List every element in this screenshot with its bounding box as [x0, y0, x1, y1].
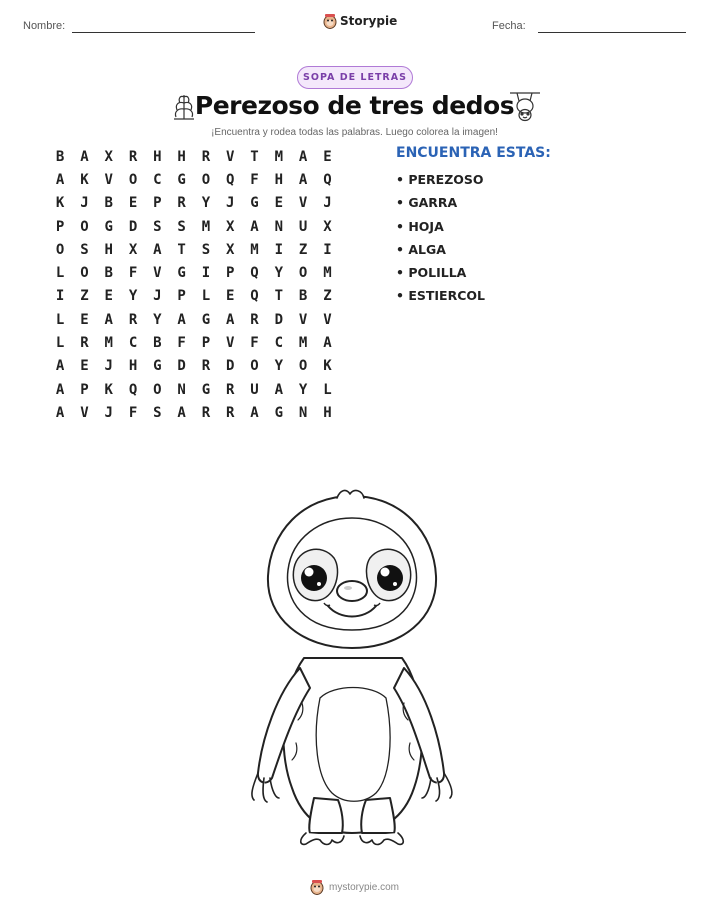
grid-cell[interactable]: O	[128, 171, 138, 188]
grid-cell[interactable]: E	[226, 288, 235, 305]
footer-site: mystorypie.com	[328, 881, 399, 893]
grid-cell[interactable]: P	[153, 195, 162, 212]
grid-row	[48, 238, 340, 261]
grid-cell[interactable]: A	[55, 171, 65, 188]
grid-cell[interactable]: Q	[250, 288, 259, 305]
grid-cell[interactable]: G	[177, 171, 186, 188]
grid-cell[interactable]: F	[128, 404, 138, 421]
grid-cell[interactable]: Y	[201, 195, 211, 212]
grid-cell[interactable]: A	[177, 404, 186, 421]
grid-cell[interactable]: B	[104, 265, 113, 282]
instructions: ¡Encuentra y rodea todas las palabras. Luego colorea la imagen!	[211, 127, 498, 138]
word-list-item: • GARRA	[396, 195, 458, 211]
grid-cell[interactable]: T	[274, 288, 284, 305]
grid-cell[interactable]: I	[55, 288, 65, 305]
grid-cell[interactable]: R	[226, 381, 235, 398]
grid-cell[interactable]: H	[153, 148, 162, 165]
grid-cell[interactable]: H	[323, 404, 332, 421]
grid-cell[interactable]: L	[55, 265, 65, 282]
grid-cell[interactable]: X	[104, 148, 113, 165]
grid-cell[interactable]: X	[128, 241, 138, 258]
grid-row	[48, 192, 340, 215]
grid-cell[interactable]: N	[177, 381, 186, 398]
grid-cell[interactable]: G	[153, 358, 162, 375]
grid-cell[interactable]: Q	[250, 265, 259, 282]
grid-cell[interactable]: J	[323, 195, 332, 212]
grid-cell[interactable]: K	[323, 358, 332, 375]
grid-cell[interactable]: D	[177, 358, 186, 375]
grid-cell[interactable]: M	[104, 335, 113, 352]
grid-cell[interactable]: M	[274, 148, 284, 165]
grid-cell[interactable]: L	[55, 335, 65, 352]
grid-cell[interactable]: Z	[298, 241, 308, 258]
brand-name: Storypie	[340, 14, 398, 28]
grid-cell[interactable]: R	[201, 358, 211, 375]
grid-cell[interactable]: Q	[128, 381, 138, 398]
grid-cell[interactable]: E	[80, 358, 89, 375]
grid-cell[interactable]: O	[298, 265, 308, 282]
sloth-illustration	[232, 488, 472, 858]
grid-cell[interactable]: F	[177, 335, 186, 352]
grid-cell[interactable]: B	[153, 335, 162, 352]
grid-cell[interactable]: X	[323, 218, 332, 235]
grid-row	[48, 401, 340, 424]
storypie-logo-icon	[323, 13, 337, 29]
grid-cell[interactable]: D	[274, 311, 284, 328]
grid-row	[48, 331, 340, 354]
grid-cell[interactable]: P	[201, 335, 211, 352]
grid-cell[interactable]: A	[55, 404, 65, 421]
grid-cell[interactable]: O	[80, 218, 89, 235]
grid-cell[interactable]: Y	[274, 358, 284, 375]
word-list-item: • ALGA	[396, 241, 446, 257]
grid-cell[interactable]: K	[55, 195, 65, 212]
grid-cell[interactable]: M	[298, 335, 308, 352]
grid-cell[interactable]: T	[177, 241, 186, 258]
grid-cell[interactable]: Z	[323, 288, 332, 305]
word-list-item: • HOJA	[396, 218, 444, 234]
grid-cell[interactable]: E	[128, 195, 138, 212]
grid-row	[48, 168, 340, 191]
grid-cell[interactable]: N	[274, 218, 284, 235]
grid-cell[interactable]: V	[323, 311, 332, 328]
name-line[interactable]	[72, 32, 255, 33]
grid-cell[interactable]: A	[274, 381, 284, 398]
grid-cell[interactable]: S	[153, 404, 162, 421]
grid-row	[48, 285, 340, 308]
word-search-grid[interactable]	[48, 145, 340, 425]
grid-cell[interactable]: F	[128, 265, 138, 282]
grid-cell[interactable]: A	[250, 218, 259, 235]
grid-cell[interactable]: F	[250, 335, 259, 352]
grid-cell[interactable]: S	[153, 218, 162, 235]
grid-cell[interactable]: S	[177, 218, 186, 235]
grid-cell[interactable]: B	[298, 288, 308, 305]
grid-cell[interactable]: J	[104, 404, 113, 421]
grid-cell[interactable]: C	[274, 335, 284, 352]
grid-cell[interactable]: U	[250, 381, 259, 398]
grid-cell[interactable]: P	[55, 218, 65, 235]
grid-cell[interactable]: C	[128, 335, 138, 352]
grid-cell[interactable]: P	[177, 288, 186, 305]
grid-cell[interactable]: H	[104, 241, 113, 258]
grid-cell[interactable]: J	[226, 195, 235, 212]
grid-cell[interactable]: N	[298, 404, 308, 421]
name-label: Nombre:	[23, 20, 66, 32]
grid-cell[interactable]: J	[104, 358, 113, 375]
word-list-item: • ESTIERCOL	[396, 288, 485, 304]
grid-cell[interactable]: O	[55, 241, 65, 258]
grid-cell[interactable]: O	[250, 358, 259, 375]
grid-cell[interactable]: J	[153, 288, 162, 305]
grid-row	[48, 261, 340, 284]
grid-cell[interactable]: V	[298, 311, 308, 328]
grid-cell[interactable]: C	[153, 171, 162, 188]
grid-cell[interactable]: T	[250, 148, 259, 165]
grid-cell[interactable]: A	[177, 311, 186, 328]
grid-cell[interactable]: J	[80, 195, 89, 212]
grid-cell[interactable]: M	[323, 265, 332, 282]
grid-cell[interactable]: O	[201, 171, 211, 188]
grid-cell[interactable]: L	[55, 311, 65, 328]
grid-cell[interactable]: A	[250, 404, 259, 421]
grid-cell[interactable]: V	[80, 404, 89, 421]
grid-cell[interactable]: D	[226, 358, 235, 375]
word-list-heading: ENCUENTRA ESTAS:	[396, 145, 551, 161]
grid-cell[interactable]: A	[104, 311, 113, 328]
grid-cell[interactable]: B	[104, 195, 113, 212]
grid-cell[interactable]: O	[80, 265, 89, 282]
grid-cell[interactable]: Q	[226, 171, 235, 188]
grid-cell[interactable]: V	[226, 148, 235, 165]
word-list-item: • PEREZOSO	[396, 172, 484, 187]
grid-cell[interactable]: V	[298, 195, 308, 212]
grid-cell[interactable]: L	[323, 381, 332, 398]
grid-cell[interactable]: R	[226, 404, 235, 421]
grid-cell[interactable]: S	[80, 241, 89, 258]
grid-cell[interactable]: G	[201, 381, 211, 398]
date-label: Fecha:	[492, 20, 526, 32]
grid-row	[48, 355, 340, 378]
grid-cell[interactable]: V	[104, 171, 113, 188]
grid-cell[interactable]: Y	[298, 381, 308, 398]
grid-cell[interactable]: H	[177, 148, 186, 165]
grid-cell[interactable]: A	[323, 335, 332, 352]
grid-cell[interactable]: A	[226, 311, 235, 328]
grid-cell[interactable]: Q	[323, 171, 332, 188]
grid-cell[interactable]: A	[55, 358, 65, 375]
grid-cell[interactable]: O	[153, 381, 162, 398]
grid-cell[interactable]: R	[128, 311, 138, 328]
page-title: Perezoso de tres dedos	[194, 91, 515, 120]
grid-cell[interactable]: X	[226, 218, 235, 235]
grid-cell[interactable]: G	[177, 265, 186, 282]
grid-cell[interactable]: P	[80, 381, 89, 398]
grid-cell[interactable]: G	[250, 195, 259, 212]
grid-cell[interactable]: K	[80, 171, 89, 188]
grid-cell[interactable]: I	[323, 241, 332, 258]
hanging-sloth-icon	[508, 89, 542, 123]
grid-cell[interactable]: V	[153, 265, 162, 282]
grid-cell[interactable]: E	[80, 311, 89, 328]
grid-cell[interactable]: X	[226, 241, 235, 258]
brand-logo	[323, 13, 397, 29]
worksheet-type-badge: SOPA DE LETRAS	[297, 66, 413, 89]
grid-row	[48, 215, 340, 238]
grid-row	[48, 378, 340, 401]
grid-cell[interactable]: M	[250, 241, 259, 258]
grid-cell[interactable]: U	[298, 218, 308, 235]
grid-cell[interactable]: B	[55, 148, 65, 165]
grid-cell[interactable]: A	[298, 171, 308, 188]
grid-cell[interactable]: M	[201, 218, 211, 235]
grid-row	[48, 308, 340, 331]
grid-cell[interactable]: R	[201, 404, 211, 421]
grid-cell[interactable]: Y	[153, 311, 162, 328]
grid-cell[interactable]: H	[274, 171, 284, 188]
grid-cell[interactable]: L	[201, 288, 211, 305]
grid-cell[interactable]: Z	[80, 288, 89, 305]
grid-cell[interactable]: A	[80, 148, 89, 165]
grid-cell[interactable]: G	[274, 404, 284, 421]
grid-cell[interactable]: G	[104, 218, 113, 235]
grid-cell[interactable]: F	[250, 171, 259, 188]
grid-cell[interactable]: S	[201, 241, 211, 258]
grid-cell[interactable]: I	[201, 265, 211, 282]
grid-cell[interactable]: O	[298, 358, 308, 375]
grid-cell[interactable]: I	[274, 241, 284, 258]
grid-row	[48, 145, 340, 168]
grid-cell[interactable]: E	[104, 288, 113, 305]
grid-cell[interactable]: Y	[128, 288, 138, 305]
grid-cell[interactable]: V	[226, 335, 235, 352]
grid-cell[interactable]: D	[128, 218, 138, 235]
grid-cell[interactable]: H	[128, 358, 138, 375]
grid-cell[interactable]: R	[80, 335, 89, 352]
grid-cell[interactable]: E	[274, 195, 284, 212]
grid-cell[interactable]: G	[201, 311, 211, 328]
grid-cell[interactable]: R	[250, 311, 259, 328]
grid-cell[interactable]: R	[177, 195, 186, 212]
grid-cell[interactable]: A	[55, 381, 65, 398]
grid-cell[interactable]: R	[128, 148, 138, 165]
grid-cell[interactable]: E	[323, 148, 332, 165]
word-list	[396, 172, 485, 312]
storypie-logo-icon	[310, 879, 324, 895]
grid-cell[interactable]: A	[298, 148, 308, 165]
grid-cell[interactable]: K	[104, 381, 113, 398]
grid-cell[interactable]: Y	[274, 265, 284, 282]
grid-cell[interactable]: R	[201, 148, 211, 165]
grid-cell[interactable]: A	[153, 241, 162, 258]
footer	[0, 879, 709, 895]
word-list-item: • POLILLA	[396, 265, 467, 281]
date-line[interactable]	[538, 32, 686, 33]
grid-cell[interactable]: P	[226, 265, 235, 282]
